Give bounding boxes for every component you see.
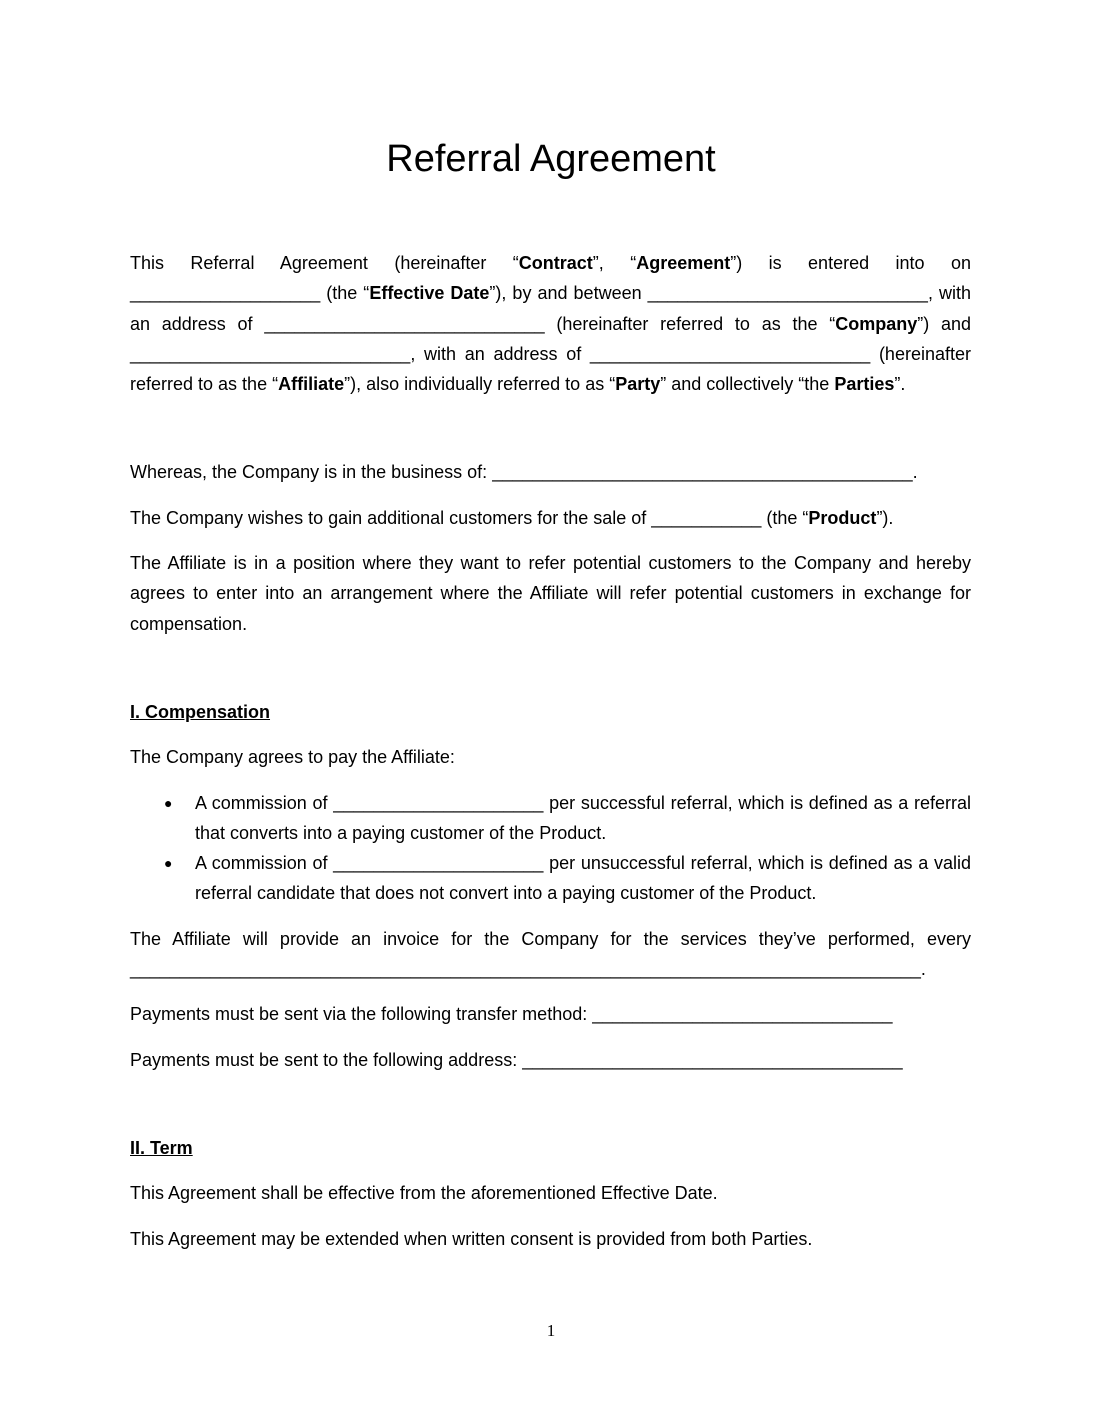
affiliate-name-blank[interactable]: ____________________________ xyxy=(130,343,411,364)
intro-text: (hereinafter referred to as the “ xyxy=(130,343,971,395)
intro-text: (hereinafter referred to as the “ xyxy=(544,313,836,334)
company-name-blank[interactable]: ____________________________ xyxy=(647,283,928,304)
page-number: 1 xyxy=(546,1321,556,1340)
invoice-text: . xyxy=(920,959,926,980)
effective-date-blank[interactable]: ___________________ xyxy=(130,283,321,304)
bullet-icon: ● xyxy=(164,855,173,872)
affiliate-recital: The Affiliate is in a position where they want to refer potential customers to the Company and hereby agrees to enter into an arrangement where the Affiliate will refer potential customers in exchange for compensation. xyxy=(130,553,971,634)
commission-list xyxy=(130,788,971,909)
recital-text: ”). xyxy=(876,507,894,528)
list-item-text: per unsuccessful referral, which is defined as a valid referral candidate that does not convert into a paying customer of the Product. xyxy=(195,853,971,904)
bullet-icon: ● xyxy=(164,794,173,811)
list-item xyxy=(130,848,971,909)
intro-text: ”), also individually referred to as “ xyxy=(344,374,616,395)
product-recital xyxy=(130,503,971,533)
section-heading-term: II. Term xyxy=(130,1137,193,1158)
term-company: Company xyxy=(835,313,918,334)
recital-text: Whereas, the Company is in the business of: xyxy=(130,462,493,483)
business-blank[interactable]: __________________________________________ xyxy=(492,462,913,483)
affiliate-address-blank[interactable]: ____________________________ xyxy=(589,343,871,364)
compensation-lead: The Company agrees to pay the Affiliate: xyxy=(130,747,455,768)
term-extension-paragraph: This Agreement may be extended when written consent is provided from both Parties. xyxy=(130,1228,813,1249)
invoice-text: The Affiliate will provide an invoice for the Company for the services they’ve performed, every xyxy=(130,928,971,949)
transfer-method-blank[interactable]: ______________________________ xyxy=(592,1004,893,1025)
term-contract: Contract xyxy=(518,253,593,273)
intro-text: ”, “ xyxy=(592,253,637,273)
business-recital xyxy=(130,457,971,487)
payment-address-paragraph xyxy=(130,1045,971,1075)
term-affiliate: Affiliate xyxy=(278,374,345,395)
list-item-text: A commission of xyxy=(195,792,334,813)
transfer-method-paragraph xyxy=(130,999,971,1029)
intro-text: ”) is entered into on xyxy=(730,253,971,273)
list-item-text: A commission of xyxy=(195,853,334,874)
intro-text: ”. xyxy=(894,374,906,395)
successful-commission-blank[interactable]: _____________________ xyxy=(333,792,544,813)
company-address-blank[interactable]: ____________________________ xyxy=(264,313,545,334)
intro-text: (the “ xyxy=(320,283,370,304)
invoice-paragraph xyxy=(130,924,971,985)
section-heading-compensation: I. Compensation xyxy=(130,701,271,722)
intro-text: ”) and xyxy=(917,313,971,334)
term-product: Product xyxy=(808,507,877,528)
recital-text: (the “ xyxy=(761,507,809,528)
invoice-frequency-blank[interactable]: _______________________________________________________________________________ xyxy=(130,959,921,980)
intro-text: , with an address of xyxy=(130,283,971,334)
list-item-text: per successful referral, which is defined as a referral that converts into a paying customer of the Product. xyxy=(195,792,972,843)
term-party: Party xyxy=(615,374,661,395)
term-effective-date: Effective Date xyxy=(369,283,490,304)
list-item xyxy=(130,788,971,849)
transfer-method-text: Payments must be sent via the following transfer method: xyxy=(130,1004,593,1025)
payment-address-text: Payments must be sent to the following address: xyxy=(130,1049,523,1070)
recital-text: The Company wishes to gain additional customers for the sale of xyxy=(130,507,652,528)
intro-paragraph xyxy=(130,248,971,399)
intro-text: ” and collectively “the xyxy=(660,374,835,395)
document-body xyxy=(130,248,971,1254)
payment-address-blank[interactable]: ______________________________________ xyxy=(522,1049,903,1070)
term-parties: Parties xyxy=(834,374,895,395)
intro-text: , with an address of xyxy=(410,343,590,364)
intro-text: This Referral Agreement (hereinafter “ xyxy=(130,253,519,273)
recital-text: . xyxy=(912,462,918,483)
unsuccessful-commission-blank[interactable]: _____________________ xyxy=(333,853,544,874)
intro-text: ”), by and between xyxy=(489,283,648,304)
product-blank[interactable]: ___________ xyxy=(651,507,762,528)
term-agreement: Agreement xyxy=(636,253,731,273)
document-title: Referral Agreement xyxy=(386,138,716,180)
term-effective-paragraph: This Agreement shall be effective from the aforementioned Effective Date. xyxy=(130,1183,718,1204)
